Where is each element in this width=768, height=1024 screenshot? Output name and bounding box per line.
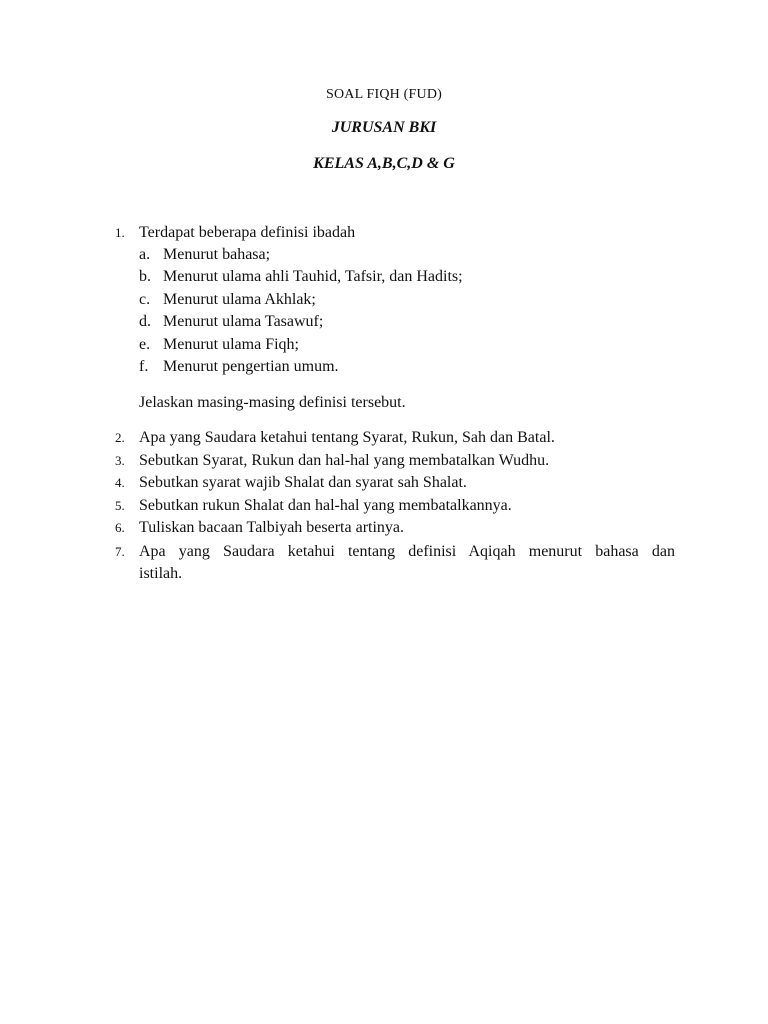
question-number: 4. [115,475,125,490]
question-number: 7. [115,544,125,559]
subitem-text: Menurut bahasa; [163,246,271,263]
subitem-letter: f. [139,358,149,375]
question-number: 6. [115,520,125,535]
subitem-text: Menurut ulama Akhlak; [163,291,316,308]
question-text: Apa yang Saudara ketahui tentang Syarat, Rukun, Sah dan Batal. [139,429,555,446]
question-number: 1. [115,225,125,240]
question-text: Tuliskan bacaan Talbiyah beserta artinya. [139,519,405,536]
subitem-letter: c. [139,291,151,308]
question-text: Sebutkan rukun Shalat dan hal-hal yang membatalkannya. [139,497,512,514]
subitem-text: Menurut ulama Tasawuf; [163,313,324,330]
question-text-line: Apa yang Saudara ketahui tentang definisi Aqiqah menurut bahasa dan [139,543,675,560]
department-heading: JURUSAN BKI [331,119,437,136]
document-title: SOAL FIQH (FUD) [325,87,443,102]
subitem-text: Menurut pengertian umum. [163,358,339,375]
subitem-text: Menurut ulama ahli Tauhid, Tafsir, dan Hadits; [163,268,463,285]
subitem-letter: d. [139,313,151,330]
question-text: Sebutkan Syarat, Rukun dan hal-hal yang membatalkan Wudhu. [139,452,550,469]
subitem-letter: b. [139,268,151,285]
question-number: 2. [115,430,125,445]
question-text: Terdapat beberapa definisi ibadah [139,224,356,241]
subitem-letter: e. [139,336,151,353]
class-heading: KELAS A,B,C,D & G [313,155,455,172]
subitem-letter: a. [139,246,151,263]
subitem-text: Menurut ulama Fiqh; [163,336,299,353]
question-text: Sebutkan syarat wajib Shalat dan syarat sah Shalat. [139,474,467,491]
question-number: 5. [115,498,125,513]
question-number: 3. [115,453,125,468]
question-text [139,541,675,585]
question-instruction: Jelaskan masing-masing definisi tersebut. [139,394,406,411]
question-text-line: istilah. [139,565,183,582]
